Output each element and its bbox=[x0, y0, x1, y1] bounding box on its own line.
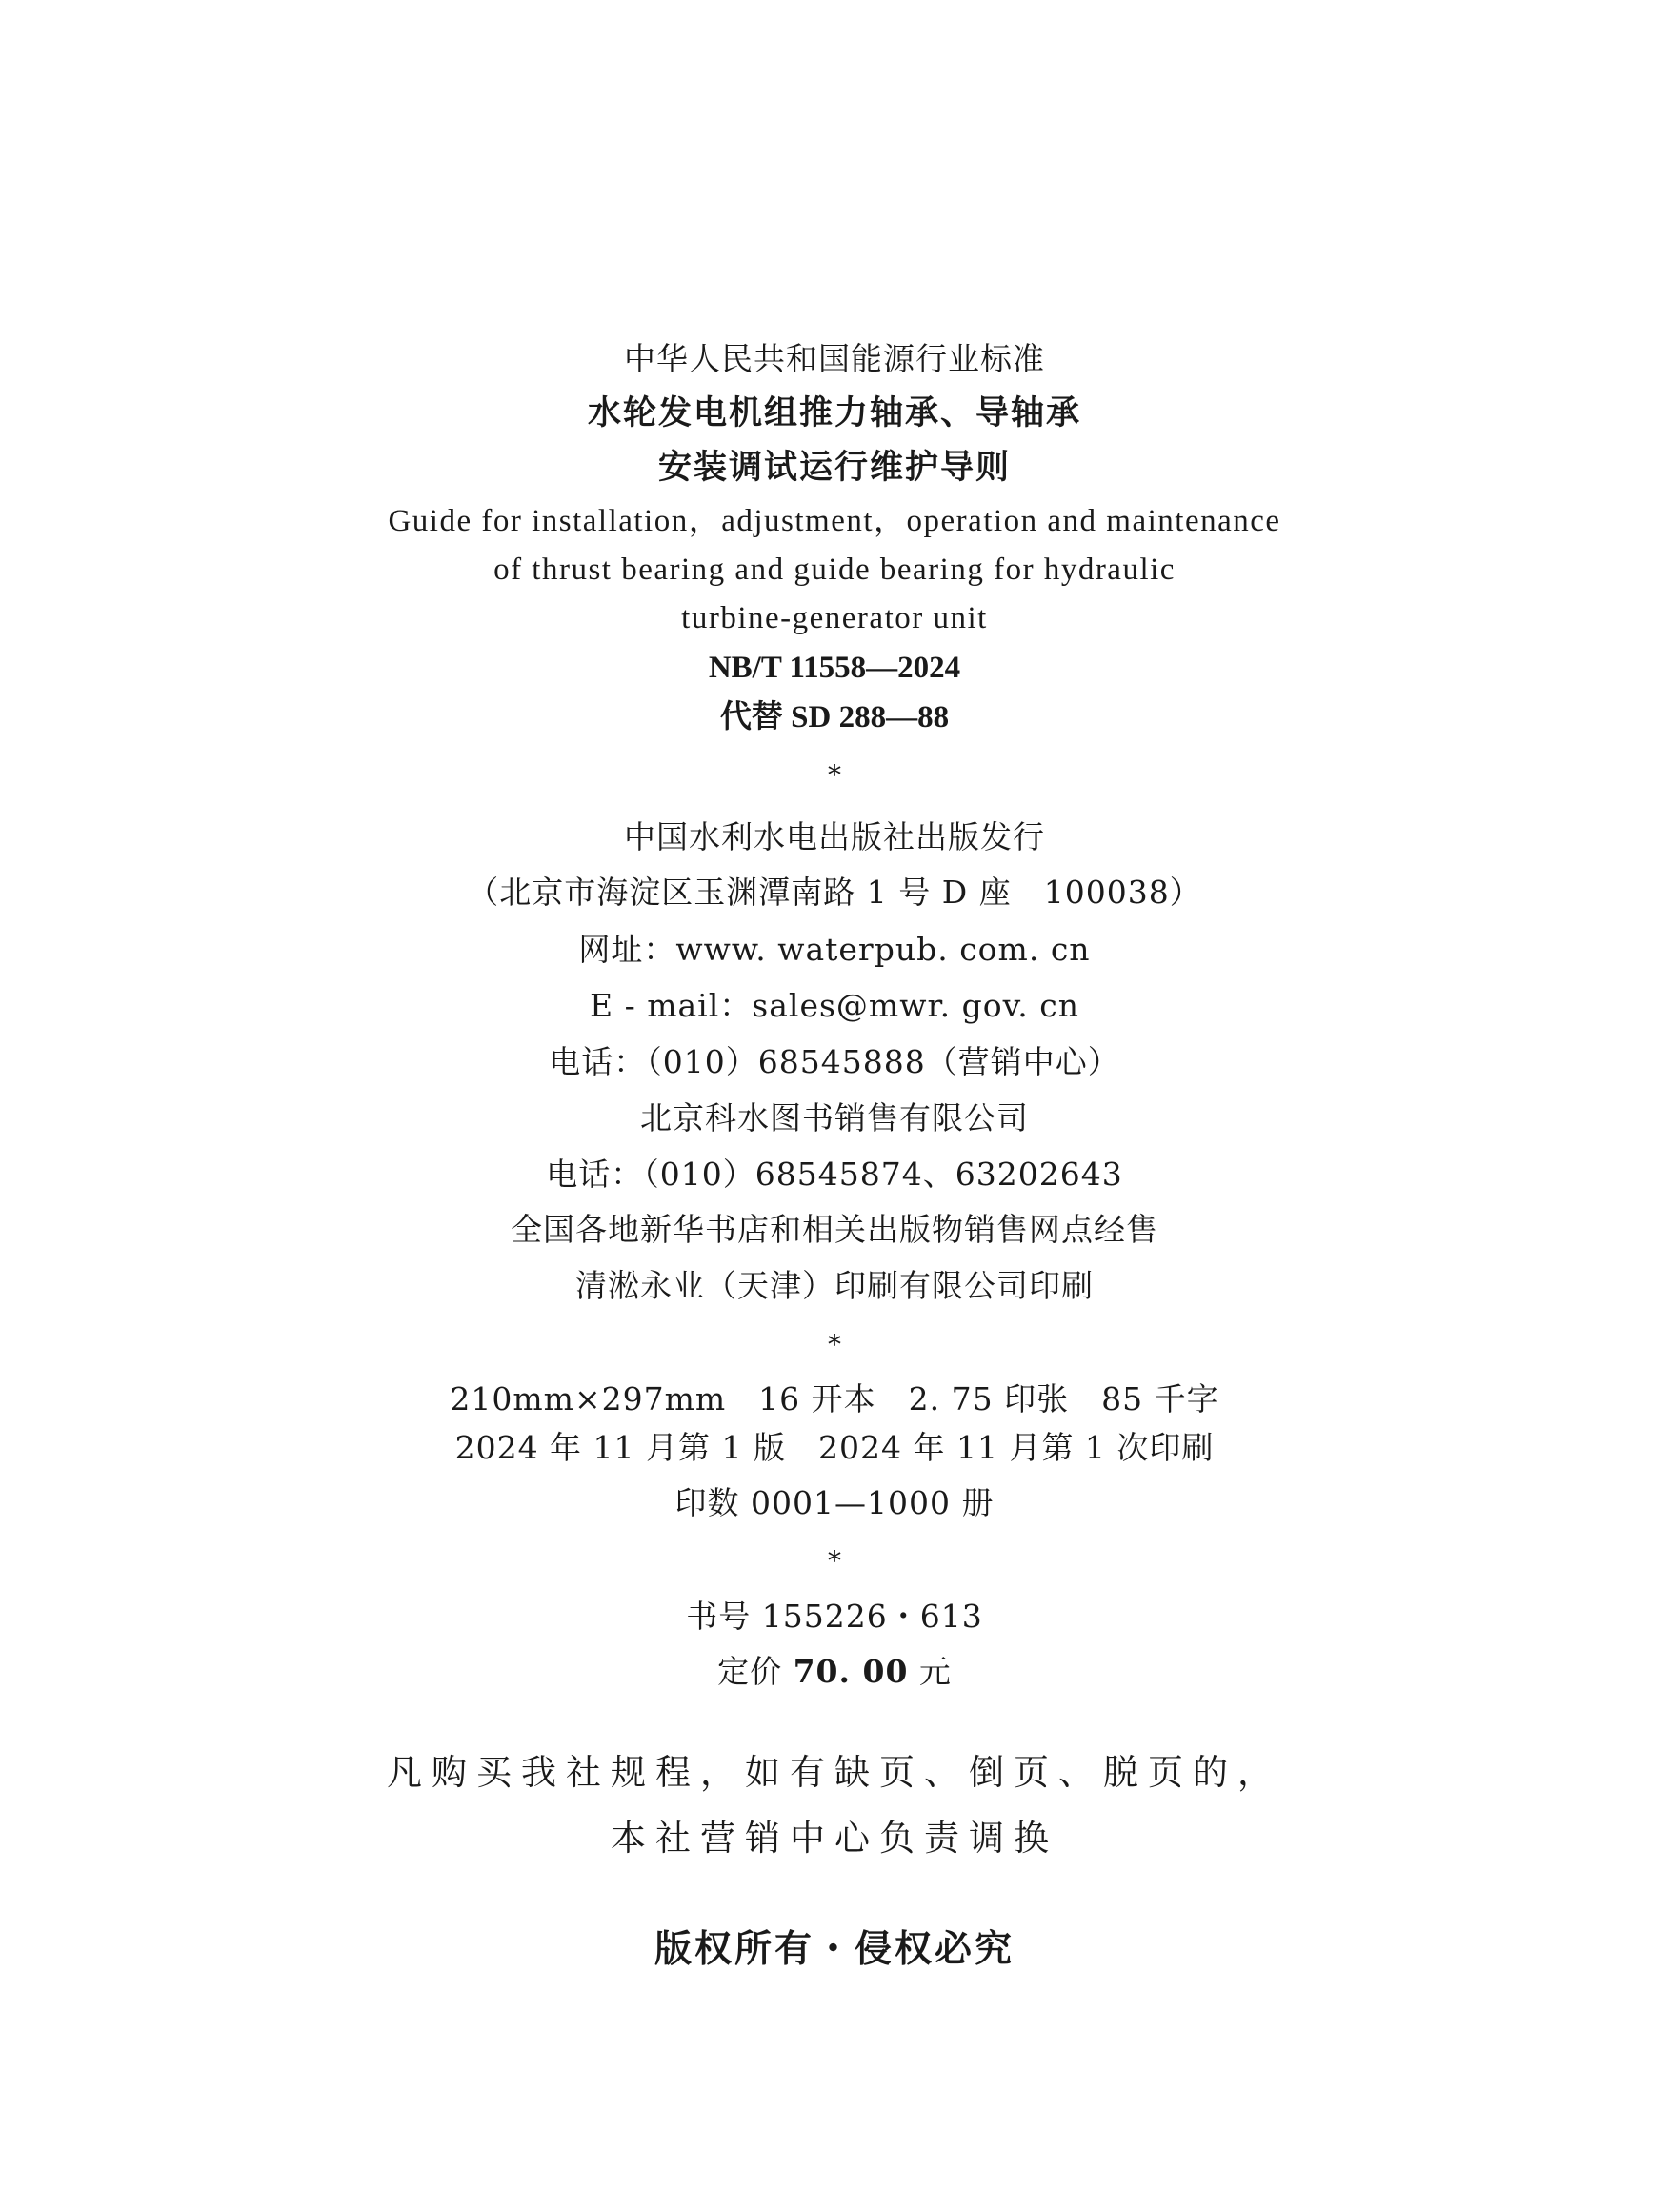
book-number: 书号 155226・613 bbox=[686, 1598, 983, 1635]
price-label: 定价 bbox=[717, 1653, 794, 1690]
retail-info: 全国各地新华书店和相关出版物销售网点经售 bbox=[511, 1211, 1158, 1248]
copyright: 版权所有・侵权必究 bbox=[654, 1928, 1015, 1971]
standard-code: NB/T 11558—2024 bbox=[708, 651, 961, 685]
english-title-line-1: Guide for installation，adjustment，operation and maintenance bbox=[388, 504, 1281, 538]
format-specs: 210mm×297mm 16 开本 2. 75 印张 85 千字 bbox=[450, 1380, 1219, 1418]
title-line-2: 安装调试运行维护导则 bbox=[657, 449, 1011, 487]
distributor-name: 北京科水图书销售有限公司 bbox=[640, 1099, 1029, 1136]
notice-line-2: 本社营销中心负责调换 bbox=[611, 1818, 1058, 1859]
price-unit: 元 bbox=[908, 1653, 952, 1690]
price-value: 70. 00 bbox=[793, 1653, 909, 1690]
edition-info: 2024 年 11 月第 1 版 2024 年 11 月第 1 次印刷 bbox=[454, 1429, 1215, 1466]
notice-line-1: 凡购买我社规程，如有缺页、倒页、脱页的， bbox=[387, 1752, 1282, 1793]
publisher-address: （北京市海淀区玉渊潭南路 1 号 D 座 100038） bbox=[467, 874, 1202, 911]
distributor-phone: 电话：（010）68545874、63202643 bbox=[546, 1156, 1123, 1193]
replaces-code: 代替 SD 288—88 bbox=[719, 700, 950, 734]
print-run: 印数 0001—1000 册 bbox=[674, 1484, 995, 1521]
standard-category: 中华人民共和国能源行业标准 bbox=[624, 340, 1045, 377]
separator-2: * bbox=[828, 1329, 841, 1360]
title-line-1: 水轮发电机组推力轴承、导轴承 bbox=[587, 394, 1081, 432]
separator-3: * bbox=[828, 1545, 841, 1577]
english-title-line-2: of thrust bearing and guide bearing for hydraulic bbox=[493, 553, 1176, 587]
english-title-line-3: turbine-generator unit bbox=[681, 601, 988, 635]
separator-1: * bbox=[828, 759, 841, 791]
publisher-email: E - mail：sales@mwr. gov. cn bbox=[589, 987, 1080, 1024]
publisher-name: 中国水利水电出版社出版发行 bbox=[624, 818, 1045, 855]
publisher-phone: 电话：（010）68545888（营销中心） bbox=[549, 1043, 1120, 1080]
price bbox=[0, 1653, 1669, 1690]
printer-info: 清淞永业（天津）印刷有限公司印刷 bbox=[575, 1267, 1094, 1304]
publisher-website: 网址：www. waterpub. com. cn bbox=[578, 931, 1091, 968]
